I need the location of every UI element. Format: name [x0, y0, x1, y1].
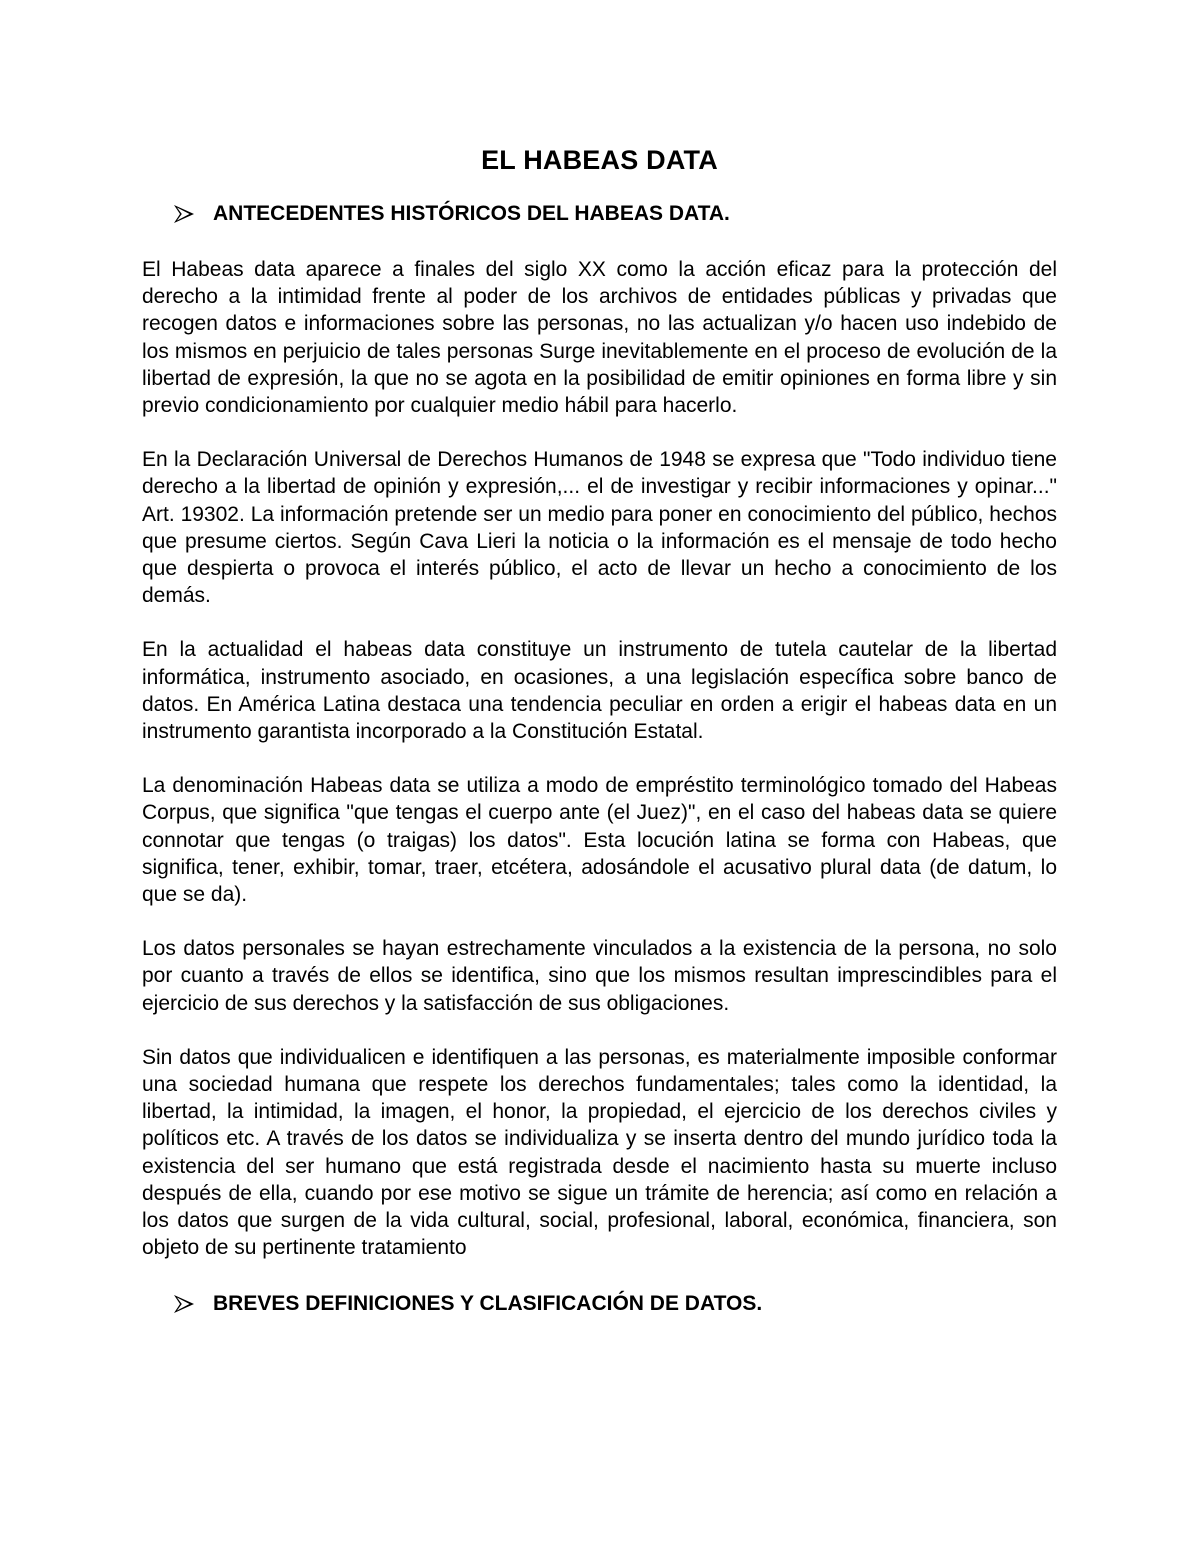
- section-heading-definiciones: [173, 1290, 1057, 1318]
- document-title: EL HABEAS DATA: [481, 145, 718, 175]
- section-heading-text: ANTECEDENTES HISTÓRICOS DEL HABEAS DATA.: [213, 202, 730, 225]
- arrowhead-bullet-icon: [173, 1294, 213, 1314]
- document-page: [142, 138, 1057, 1318]
- paragraph: En la Declaración Universal de Derechos Humanos de 1948 se expresa que "Todo individuo tiene derecho a la libertad de opinión y expresión,... el de investigar y recibir informaciones y opinar..." Art. 19302. La información pretende ser un medio para poner en conocimiento del público, hechos que presume ciertos. Según Cava Lieri la noticia o la información es el mensaje de todo hecho que despierta o provoca el interés público, el acto de llevar un hecho a conocimiento de los demás.: [142, 448, 1057, 608]
- paragraph: Los datos personales se hayan estrechamente vinculados a la existencia de la persona, no solo por cuanto a través de ellos se identifica, sino que los mismos resultan imprescindibles para el ejercicio de sus derechos y la satisfacción de sus obligaciones.: [142, 937, 1057, 1015]
- paragraph: El Habeas data aparece a finales del siglo XX como la acción eficaz para la protección del derecho a la intimidad frente al poder de los archivos de entidades públicas y privadas que recogen datos e informaciones sobre las personas, no las actualizan y/o hacen uso indebido de los mismos en perjuicio de tales personas Surge inevitablemente en el proceso de evolución de la libertad de expresión, la que no se agota en la posibilidad de emitir opiniones en forma libre y sin previo condicionamiento por cualquier medio hábil para hacerlo.: [142, 258, 1057, 418]
- paragraph: La denominación Habeas data se utiliza a modo de empréstito terminológico tomado del Habeas Corpus, que significa "que tengas el cuerpo ante (el Juez)", en el caso del habeas data se quiere connotar que tengas (o traigas) los datos". Esta locución latina se forma con Habeas, que significa, tener, exhibir, tomar, traer, etcétera, adosándole el acusativo plural data (de datum, lo que se da).: [142, 774, 1057, 907]
- paragraph: En la actualidad el habeas data constituye un instrumento de tutela cautelar de la libertad informática, instrumento asociado, en ocasiones, a una legislación específica sobre banco de datos. En América Latina destaca una tendencia peculiar en orden a erigir el habeas data en un instrumento garantista incorporado a la Constitución Estatal.: [142, 638, 1057, 744]
- section-heading-antecedentes: [173, 200, 1057, 228]
- arrowhead-bullet-icon: [173, 204, 213, 224]
- section-heading-text: BREVES DEFINICIONES Y CLASIFICACIÓN DE DATOS.: [213, 1291, 763, 1315]
- paragraph: Sin datos que individualicen e identifiquen a las personas, es materialmente imposible conformar una sociedad humana que respete los derechos fundamentales; tales como la identidad, la libertad, la intimidad, la imagen, el honor, la propiedad, el ejercicio de los derechos civiles y políticos etc. A través de los datos se individualiza y se inserta dentro del mundo jurídico toda la existencia del ser humano que está registrada desde el nacimiento hasta su muerte incluso después de ella, cuando por ese motivo se sigue un trámite de herencia; así como en relación a los datos que surgen de la vida cultural, social, profesional, laboral, económica, financiera, son objeto de su pertinente tratamiento: [142, 1045, 1057, 1260]
